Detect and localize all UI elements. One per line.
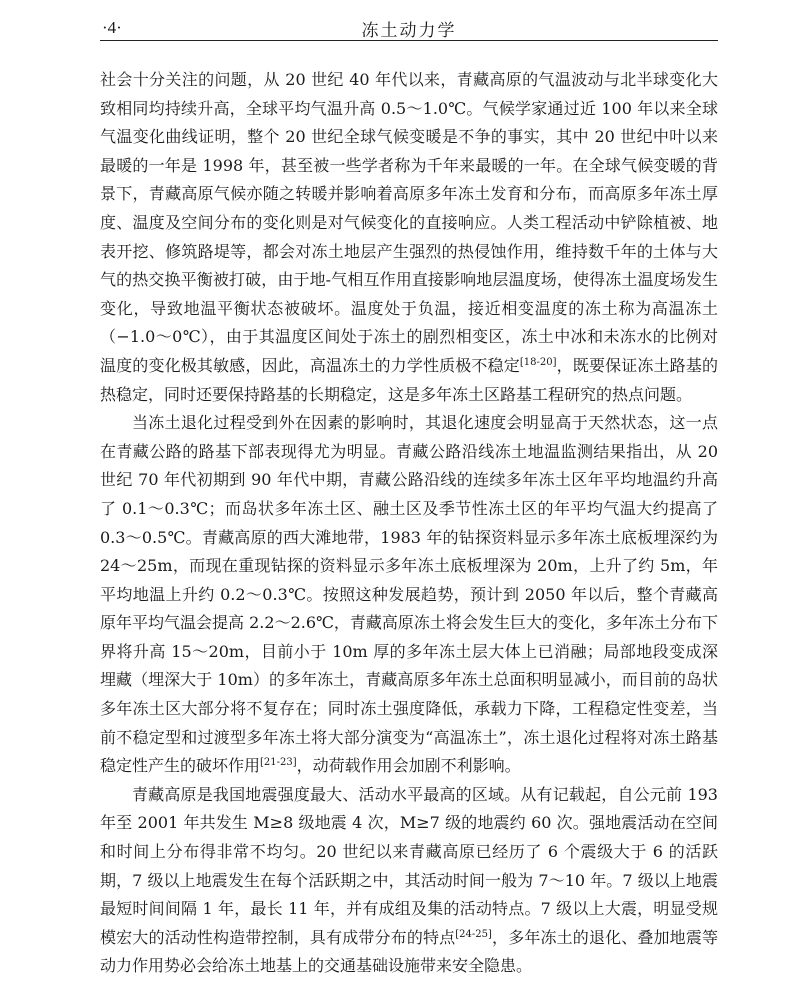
paragraph-text: 青藏高原是我国地震强度最大、活动水平最高的区域。从有记载起，自公元前 193 年至 2001 年共发生 M≥8 级地震 4 次，M≥7 级的地震约 60 次。强地震活动在空间和时间上分布得非常不均匀。20 世纪以来青藏高原已经历了 6 个震级大于 6 的活跃期，7 级以上地震发生在每个活跃期之中，其活动时间一般为 7～10 年。7 级以上地震最短时间间隔 1 年，最长 11 年，并有成组及集的活动特点。7 级以上大震，明显受规模宏大的活动性构造带控制，具有成带分布的特点 (100, 784, 718, 947)
paragraph-text: ，既要保证冻土路基的热稳定，同时还要保持路基的长期稳定，这是多年冻土区路基工程研究的热点问题。 (100, 355, 718, 404)
body-text (100, 66, 718, 981)
running-title: 冻土动力学 (361, 21, 457, 41)
citation-ref: [21-23] (260, 757, 297, 769)
page-header (100, 6, 718, 41)
paragraph-text: ，多年冻土的退化、叠加地震等动力作用势必会给冻土地基上的交通基础设施带来安全隐患。 (100, 927, 718, 976)
citation-ref: [18-20] (519, 356, 557, 368)
citation-ref: [24-25] (455, 928, 492, 940)
paragraph-3 (100, 781, 718, 981)
paragraph-text: 社会十分关注的问题，从 20 世纪 40 年代以来，青藏高原的气温波动与北半球变化大致相同均持续升高，全球平均气温升高 0.5～1.0℃。气候学家通过近 100 年以来全球气温变化曲线证明，整个 20 世纪全球气候变暖是不争的事实，其中 20 世纪中叶以来最暖的一年是 1998 年，甚至被一些学者称为千年来最暖的一年。在全球气候变暖的背景下，青藏高原气候亦随之转暖并影响着高原多年冻土发育和分布，而高原多年冻土厚度、温度及空间分布的变化则是对气候变化的直接响应。人类工程活动中铲除植被、地表开挖、修筑路堤等，都会对冻土地层产生强烈的热侵蚀作用，维持数千年的土体与大气的热交换平衡被打破，由于地-气相互作用直接影响地层温度场，使得冻土温度场发生变化，导致地温平衡状态被破坏。温度处于负温，接近相变温度的冻土称为高温冻土（−1.0～0℃），由于其温度区间处于冻土的剧烈相变区，冻土中冰和未冻水的比例对温度的变化极其敏感，因此，高温冻土的力学性质极不稳定 (100, 70, 718, 375)
paragraph-2 (100, 409, 718, 781)
paragraph-text: ，动荷载作用会加剧不利影响。 (296, 756, 521, 776)
paragraph-text: 当冻土退化过程受到外在因素的影响时，其退化速度会明显高于天然状态，这一点在青藏公路的路基下部表现得尤为明显。青藏公路沿线冻土地温监测结果指出，从 20 世纪 70 年代初期到 90 年代中期，青藏公路沿线的连续多年冻土区年平均地温约升高了 0.1～0.3℃；而岛状多年冻土区、融土区及季节性冻土区的年平均气温大约提高了 0.3～0.5℃。青藏高原的西大滩地带，1983 年的钻探资料显示多年冻土底板埋深约为 24～25m，而现在重现钻探的资料显示多年冻土底板埋深为 20m，上升了约 5m，年平均地温上升约 0.2～0.3℃。按照这种发展趋势，预计到 2050 年以后，整个青藏高原年平均气温会提高 2.2～2.6℃，青藏高原冻土将会发生巨大的变化，多年冻土分布下界将升高 15～20m，目前小于 10m 厚的多年冻土层大体上已消融；局部地段变成深埋藏（埋深大于 10m）的多年冻土，青藏高原多年冻土总面积明显减小，而目前的岛状多年冻土区大部分将不复存在；同时冻土强度降低，承载力下降，工程稳定性变差，当前不稳定型和过渡型多年冻土将大部分演变为“高温冻土”，冻土退化过程将对冻土路基稳定性产生的破坏作用 (100, 413, 718, 776)
paragraph-1 (100, 66, 718, 409)
page-number: ·4· (102, 18, 122, 37)
